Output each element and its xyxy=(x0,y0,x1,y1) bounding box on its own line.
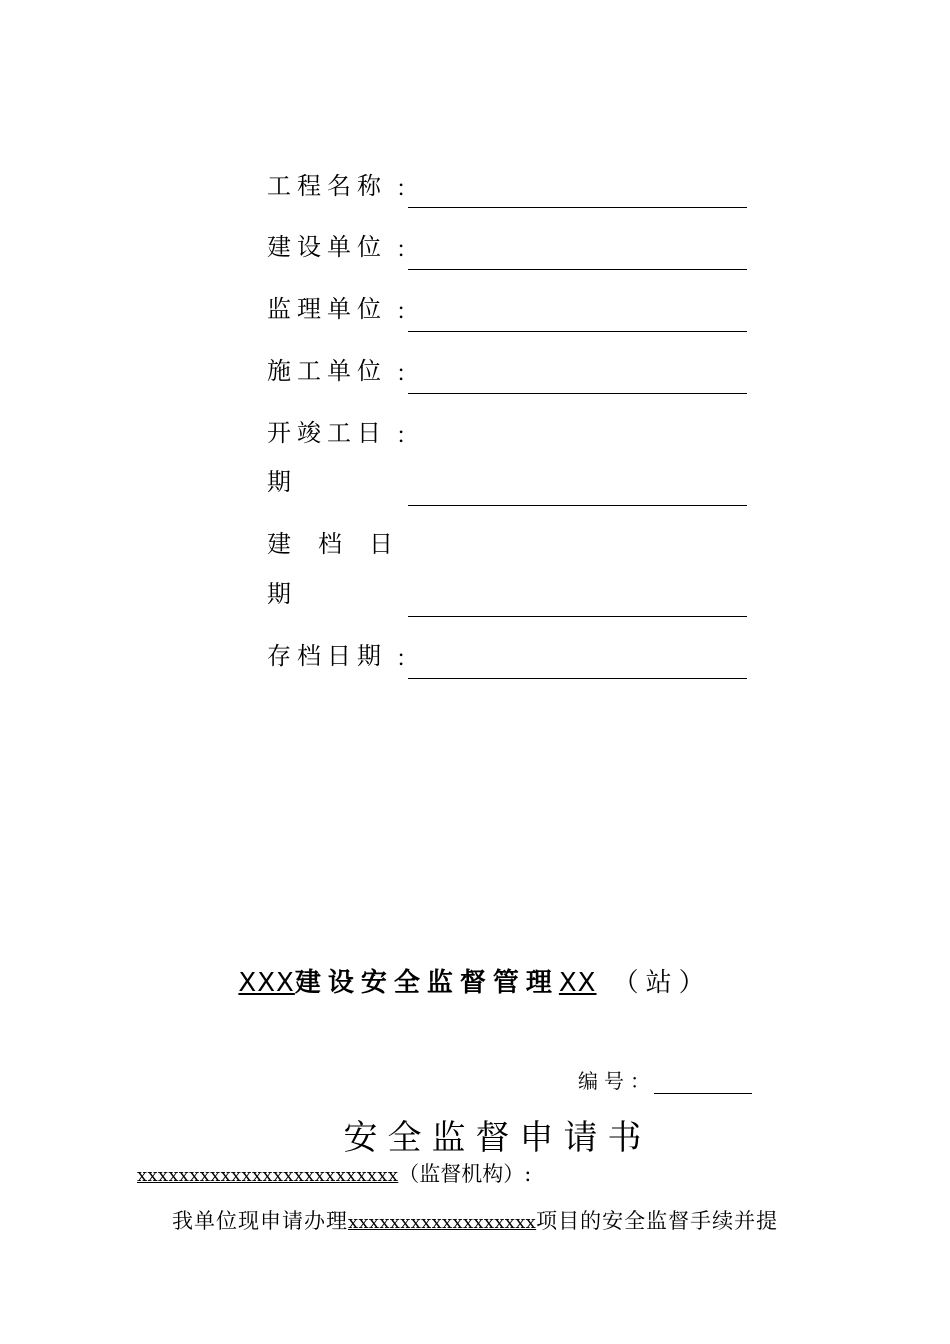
start-end-date-blank[interactable] xyxy=(408,505,747,506)
field-label-filing-date: 建档日 xyxy=(267,530,420,558)
field-label-filing-date-line2: 期 xyxy=(267,580,297,608)
number-label: 编号 xyxy=(578,1069,630,1093)
archive-date-blank[interactable] xyxy=(408,678,747,679)
field-colon: ： xyxy=(396,424,419,449)
addressee-suffix: （监督机构）: xyxy=(398,1162,532,1186)
organization-heading xyxy=(0,962,950,999)
construction-unit-blank[interactable] xyxy=(408,269,747,270)
organization-name: 建设安全监督管理 xyxy=(294,968,559,998)
body-suffix: 项目的安全监督手续并提 xyxy=(536,1209,779,1233)
addressee-line xyxy=(137,1158,531,1188)
document-number xyxy=(578,1065,752,1094)
field-colon: ： xyxy=(396,177,419,202)
document-title: 安全监督申请书 xyxy=(343,1118,652,1158)
body-prefix: 我单位现申请办理 xyxy=(172,1209,348,1233)
supervision-unit-blank[interactable] xyxy=(408,331,747,332)
organization-prefix-placeholder: XXX xyxy=(238,968,295,998)
field-label-start-end-date-line2: 期 xyxy=(267,468,297,496)
field-label-project-name: 工程名称 xyxy=(267,172,387,200)
field-colon: ： xyxy=(396,647,419,672)
field-colon: ： xyxy=(396,300,419,325)
field-colon: ： xyxy=(396,362,419,387)
field-label-construction-unit: 建设单位 xyxy=(267,233,387,261)
field-label-start-end-date: 开竣工日 xyxy=(267,419,387,447)
field-label-supervision-unit: 监理单位 xyxy=(267,295,387,323)
organization-suffix-placeholder: XX xyxy=(558,968,597,998)
project-name-blank[interactable] xyxy=(408,207,747,208)
number-blank[interactable] xyxy=(654,1071,752,1094)
filing-date-blank[interactable] xyxy=(408,616,747,617)
project-placeholder: xxxxxxxxxxxxxxxxxx xyxy=(348,1212,537,1233)
field-label-contractor: 施工单位 xyxy=(267,357,387,385)
addressee-placeholder: xxxxxxxxxxxxxxxxxxxxxxxxx xyxy=(137,1165,399,1186)
contractor-blank[interactable] xyxy=(408,393,747,394)
organization-station: （站） xyxy=(612,968,712,998)
field-label-archive-date: 存档日期 xyxy=(267,642,387,670)
application-body xyxy=(172,1205,778,1235)
number-colon: ： xyxy=(630,1069,656,1093)
field-colon: ： xyxy=(396,238,419,263)
